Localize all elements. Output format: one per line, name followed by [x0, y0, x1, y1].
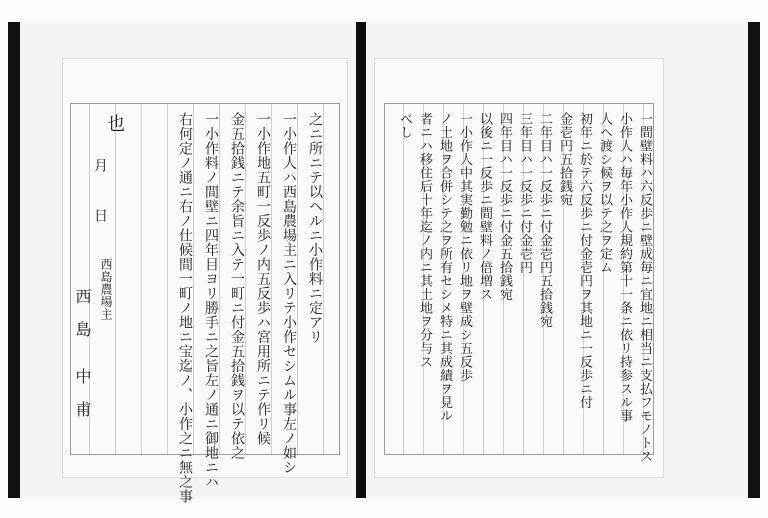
- column-rule: [403, 104, 404, 454]
- owner-given-name: 中 甫: [73, 368, 92, 418]
- scan-edge-right: [748, 22, 760, 498]
- left-text-column: 之ニ所ニテ以ヘルニ小作料ニ定アリ: [307, 112, 323, 344]
- column-rule: [271, 104, 272, 454]
- left-text-column: 也: [104, 114, 125, 133]
- owner-title: 西島農場主: [99, 258, 113, 321]
- right-text-column: 者ニハ移住后十年迄ノ内ニ其土地ヲ分与ス: [417, 112, 432, 369]
- date-day: 日: [92, 208, 108, 223]
- owner-surname: 西 島: [73, 288, 92, 338]
- right-text-column: 三年目ハ一反歩ニ付金壱円: [517, 112, 532, 274]
- right-text-column: 初年ニ於テ六反歩ニ付金壱円ヲ其地ニ一反歩ニ付: [577, 112, 592, 409]
- date-month: 月: [92, 158, 108, 173]
- binding-gutter: [356, 22, 366, 498]
- right-text-column: 小作人ハ毎年小作人規約第十一条ニ依リ持参スル事: [617, 112, 632, 423]
- right-text-column: べし: [397, 112, 412, 139]
- left-text-column: 金五拾銭ニテ余旨ニ入テ一町ニ付金五拾銭ヲ以テ依之: [229, 112, 245, 460]
- right-text-column: 人ヘ渡シ候ヲ以テ之ヲ定ム: [597, 112, 612, 274]
- column-rule: [245, 104, 246, 454]
- scan-edge-left: [8, 22, 20, 498]
- column-rule: [297, 104, 298, 454]
- left-text-column: 一小作料ノ間壁ニ四年目ヨリ勝手ニ之旨左ノ通ニ御地ニハ: [203, 112, 219, 489]
- column-rule: [193, 104, 194, 454]
- right-text-column: 二年目ハ一反歩ニ付金壱円五拾銭宛: [537, 112, 552, 328]
- column-rule: [167, 104, 168, 454]
- right-page: [374, 58, 664, 478]
- right-text-column: 一間壁料ハ六反歩ニ壁成毎ニ宜地ニ相当ニ支払フモノトス: [637, 112, 652, 463]
- right-text-column: 四年目ハ一反歩ニ付金五拾銭宛: [497, 112, 512, 301]
- left-text-column: 一小作地五町一反歩ノ内五反歩ハ宮用所ニテ作リ候: [255, 112, 271, 446]
- left-text-column: 一小作人ハ西島農場主ニ入リテ小作セシムル事左ノ如シ: [281, 112, 297, 475]
- right-text-column: 以後ニ一反歩ニ間壁料ノ倍増ス: [477, 112, 492, 301]
- column-rule: [323, 104, 324, 454]
- right-text-column: 金壱円五拾銭宛: [557, 112, 572, 207]
- left-text-column: 右何定ノ通ニ右ノ仕候間一町ノ地ニ宝迄ノ、小作之ニ無之事: [177, 112, 193, 504]
- left-page: [62, 58, 348, 504]
- column-rule: [115, 104, 116, 454]
- right-text-column: ノ土地ヲ合併シテ之ヲ所有セシメ特ニ其成績ヲ見ル: [437, 112, 452, 423]
- right-text-column: 一小作人中其実勤勉ニ依リ地ヲ壁成シ五反歩: [457, 112, 472, 382]
- column-rule: [219, 104, 220, 454]
- column-rule: [141, 104, 142, 454]
